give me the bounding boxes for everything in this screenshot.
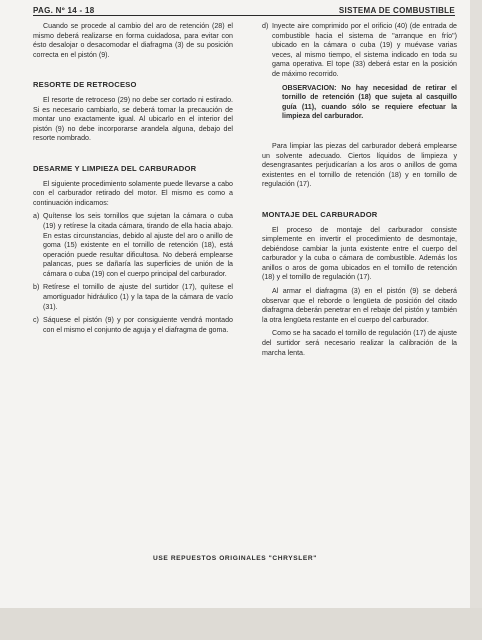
right-column (262, 22, 457, 358)
intro-paragraph: Cuando se procede al cambio del aro de retención (28) el mismo deberá realizarse en forma cuidadosa, para evitar con ésto desalojar o desacomodar el diafragma (3) de su posición correcta en el pistón (9). (33, 22, 233, 59)
montaje-paragraph-3: Como se ha sacado el tornillo de regulación (17) de ajuste del surtidor será necesario realizar la calibración de la marcha lenta. (262, 329, 457, 357)
item-marker: c) (33, 316, 39, 325)
heading-desarme: DESARME Y LIMPIEZA DEL CARBURADOR (33, 163, 197, 173)
section-title: SISTEMA DE COMBUSTIBLE (338, 6, 455, 15)
cleaning-paragraph: Para limpiar las piezas del carburador deberá emplearse un solvente adecuado. Ciertos líquidos de limpieza y desengrasantes perjudicarían a los aros o anillos de goma existentes en el tornillo de retención (18) y en tornillo de regulación (17). (262, 141, 457, 189)
heading-montaje: MONTAJE DEL CARBURADOR (262, 209, 378, 219)
desarme-intro: El siguiente procedimiento solamente puede llevarse a cabo con el carburador retirado del motor. El mismo es como a continuación indicamos: (33, 179, 233, 207)
left-column (33, 22, 233, 335)
page-header (33, 1, 455, 16)
page-edge-bottom (0, 608, 482, 640)
item-marker: d) (262, 22, 269, 30)
list-item-c (33, 316, 233, 335)
list-item-b (33, 283, 233, 312)
page-number: PAG. Nº 14 - 18 (33, 6, 95, 15)
montaje-paragraph-2: Al armar el diafragma (3) en el pistón (9) se deberá observar que el reborde o lengüeta de posición del citado diafragma deberán penetrar en el rebaje del pistón y también la otra lengüeta restante en el cuerpo del carburador. (262, 287, 457, 324)
resorte-paragraph: El resorte de retroceso (29) no debe ser cortado ni estirado. Si es necesario cambiarlo, se deberá tomar la precaución de montar uno exactamente igual. Al ubicarlo en el interior del pistón (9) no debe incorporarse arandela alguna, debajo del resorte nombrado. (33, 95, 233, 143)
item-text: Quítense los seis tornillos que sujetan la cámara o cuba (19) y retírese la citada cámara, tirando de ella hacia abajo. En estas circunstancias, debido al ajuste del aro o anillo de goma (15) existente en el tornillo de retención (18), está operación puede resultar dificultosa. No deberá emplearse palancas, pues se dañaría las superficies de unión de la cámara o cuba (19) con el cuerpo principal del carburador. (43, 212, 233, 278)
page-edge-right (470, 0, 482, 640)
item-marker: a) (33, 212, 40, 221)
observation-note: OBSERVACION: No hay necesidad de retirar el tornillo de retención (18) que sujeta al casquillo guía (11), cuando sólo se requiere efectuar la limpieza del carburador. (282, 83, 457, 121)
list-item-d (262, 22, 457, 80)
page-footer: USE REPUESTOS ORIGINALES "CHRYSLER" (153, 555, 317, 562)
list-item-a (33, 212, 233, 279)
montaje-paragraph-1: El proceso de montaje del carburador consiste simplemente en invertir el procedimiento de desmontaje, debiéndose cambiar la junta existente entre el cuerpo del carburador y la cuba o cámara de combustible. Además los anillos o aros de goma ubicados en el tornillo de retención (18) y el tornillo de regulación (17). (262, 225, 457, 282)
item-text: Sáquese el pistón (9) y por consiguiente vendrá montado con el mismo el conjunto de aguja y el diafragma de goma. (43, 316, 233, 334)
heading-resorte: RESORTE DE RETROCESO (33, 80, 137, 90)
item-text: Retírese el tornillo de ajuste del surtidor (17), quítese el amortiguador hidráulico (1) y la tapa de la cámara de vacío (31). (43, 283, 233, 311)
item-marker: b) (33, 283, 40, 292)
item-text: Inyecte aire comprimido por el orificio (40) (de entrada de combustible hacia el sistema de "arranque en frío") ubicado en la cámara o cuba (19) y muévase varias veces, al mismo tiempo, el sistema indicado en toda su gama operativa. El tope (33) deberá estar en la posición de máximo recorrido. (272, 22, 457, 78)
